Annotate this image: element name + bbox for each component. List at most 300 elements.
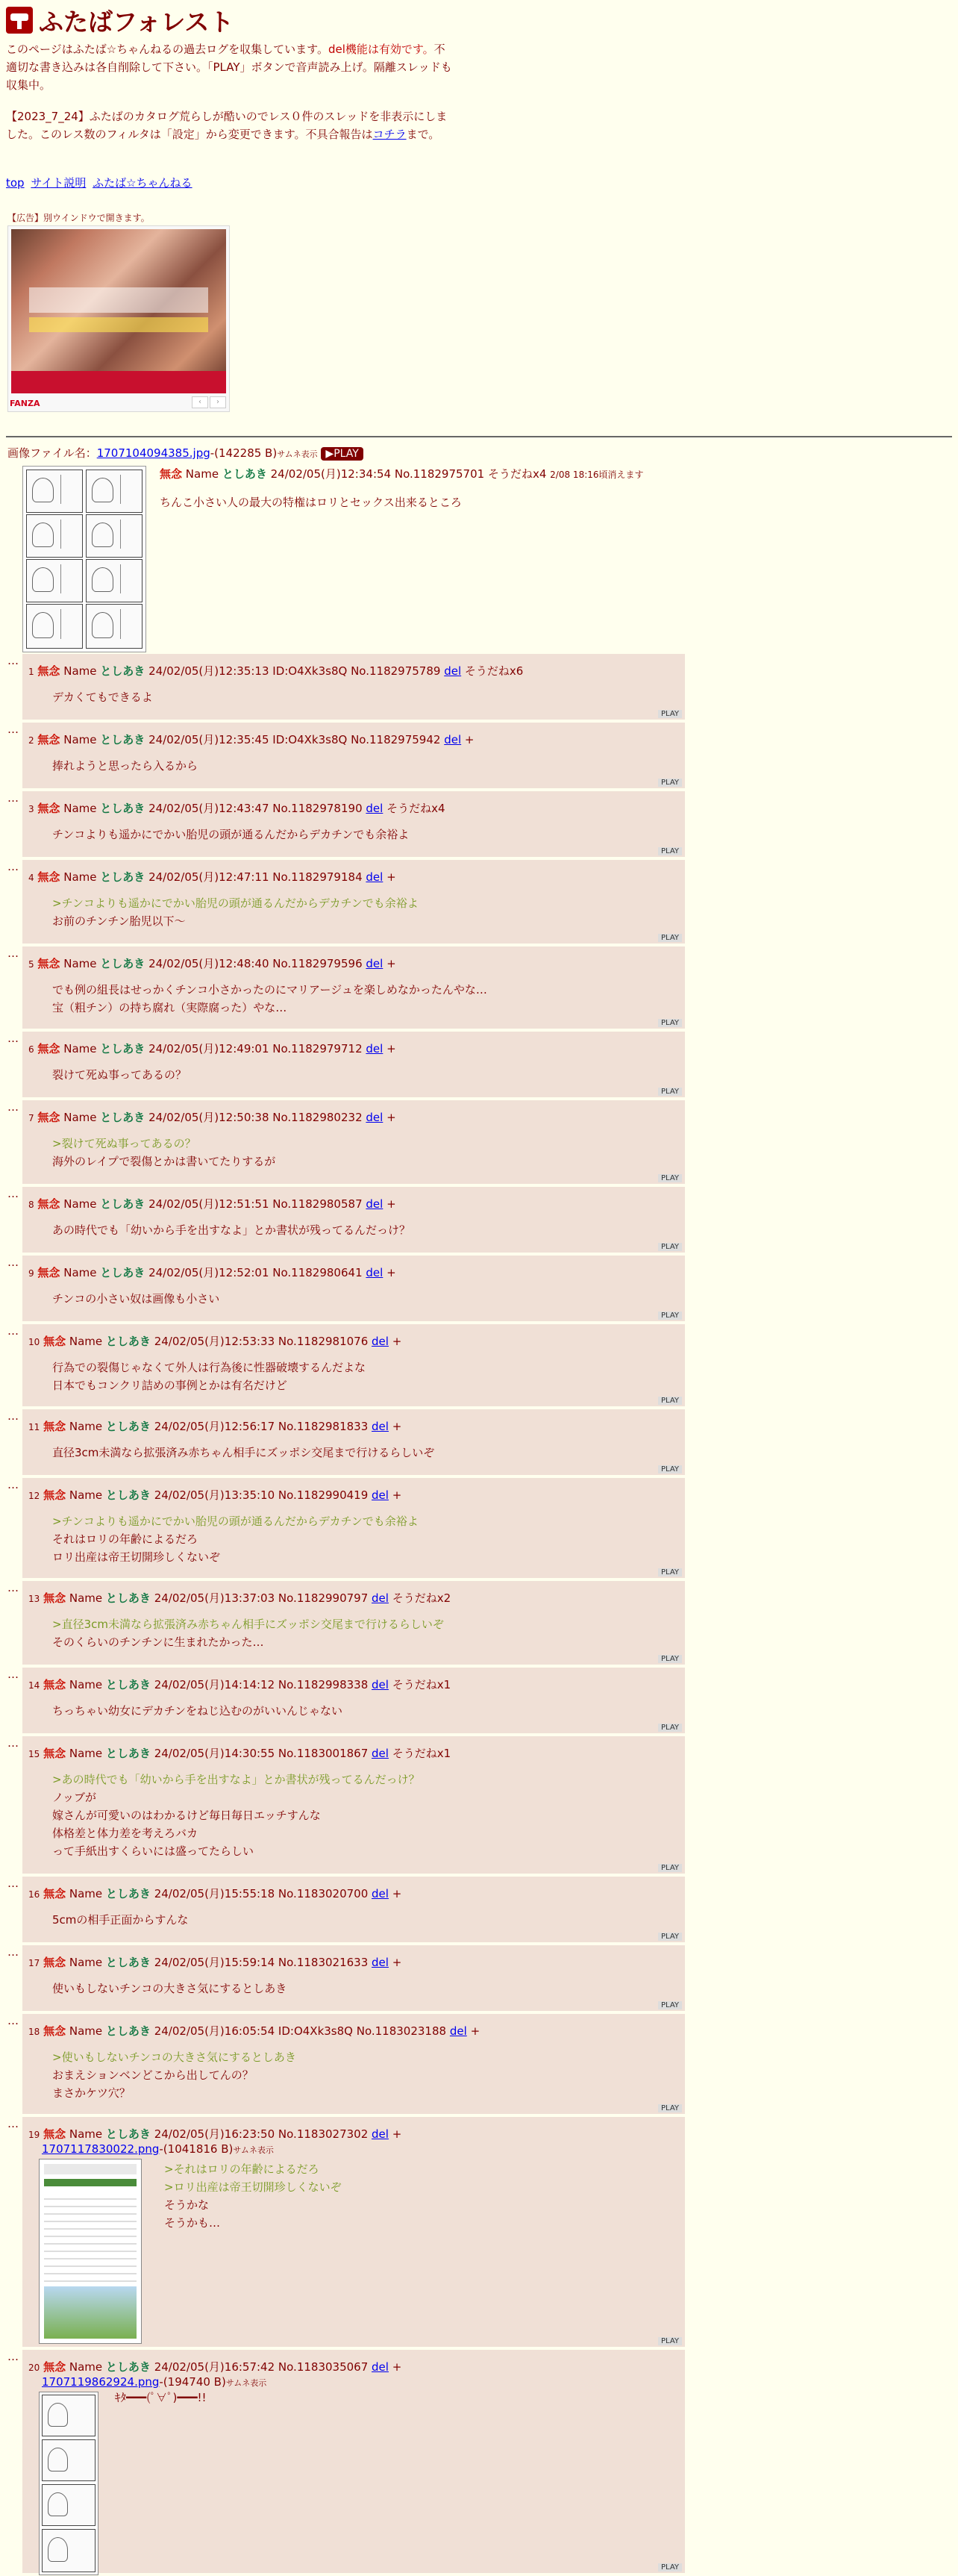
reply-post xyxy=(7,1100,685,1187)
reply-thumb-toggle[interactable]: サムネ表示 xyxy=(225,2378,267,2388)
reply-date: 24/02/05(月)12:43:47 No.1182978190 xyxy=(148,802,363,815)
body-line: 行為での裂傷じゃなくて外人は行為後に性器破壊するんだよな xyxy=(52,1361,366,1374)
reply-name: としあき xyxy=(100,870,145,884)
reply-dots: … xyxy=(7,723,19,736)
body-line: 海外のレイプで裂傷とかは書いてたりするが xyxy=(52,1155,276,1168)
reply-header xyxy=(28,800,445,816)
reply-name: としあき xyxy=(105,2127,151,2141)
reply-subject: 無念 xyxy=(37,870,60,884)
reply-dots: … xyxy=(7,1736,19,1750)
reply-number: 2 xyxy=(28,735,34,746)
reply-play-button[interactable]: PLAY xyxy=(658,1568,682,1577)
reply-name-label: Name xyxy=(63,870,97,884)
reply-file-link[interactable]: 1707119862924.png xyxy=(42,2375,160,2389)
reply-name-label: Name xyxy=(63,733,97,746)
reply-number: 1 xyxy=(28,667,34,677)
reply-name: としあき xyxy=(100,1042,145,1055)
reply-subject: 無念 xyxy=(43,2127,66,2141)
sodane-button[interactable]: + xyxy=(392,2127,402,2141)
reply-play-button[interactable]: PLAY xyxy=(658,2563,682,2572)
reply-number: 8 xyxy=(28,1200,34,1210)
del-link[interactable]: del xyxy=(372,2360,389,2374)
reply-name-label: Name xyxy=(63,1266,97,1279)
reply-name: としあき xyxy=(105,1956,151,1969)
reply-name: としあき xyxy=(105,2024,151,2038)
reply-body xyxy=(52,1221,410,1239)
reply-number: 11 xyxy=(28,1422,40,1432)
reply-date: 24/02/05(月)12:50:38 No.1182980232 xyxy=(148,1111,363,1124)
reply-date: 24/02/05(月)13:37:03 No.1182990797 xyxy=(154,1591,369,1605)
reply-name-label: Name xyxy=(69,1747,103,1760)
reply-subject: 無念 xyxy=(37,957,60,970)
reply-subject: 無念 xyxy=(43,2024,66,2038)
reply-dots: … xyxy=(7,1409,19,1423)
reply-box xyxy=(22,1032,685,1097)
sodane-button[interactable]: そうだねx1 xyxy=(392,1678,451,1691)
sodane-button[interactable]: + xyxy=(464,733,475,746)
reply-name-label: Name xyxy=(69,1678,103,1691)
reply-post xyxy=(7,723,685,791)
reply-body xyxy=(52,1444,434,1462)
reply-body xyxy=(52,1512,419,1566)
reply-date: 24/02/05(月)14:14:12 No.1182998338 xyxy=(154,1678,369,1691)
reply-name: としあき xyxy=(105,1335,151,1348)
reply-name-label: Name xyxy=(69,1335,103,1348)
reply-date: 24/02/05(月)12:35:13 ID:O4Xk3s8Q No.1182975789 xyxy=(148,664,441,678)
body-line: おまえションベンどこから出してんの？ xyxy=(52,2068,254,2082)
reply-subject: 無念 xyxy=(37,1266,60,1279)
reply-play-button[interactable]: PLAY xyxy=(658,1465,682,1473)
body-line: チンコよりも遥かにでかい胎児の頭が通るんだからデカチンでも余裕よ xyxy=(52,828,410,841)
reply-body xyxy=(52,1615,444,1651)
reply-date: 24/02/05(月)12:35:45 ID:O4Xk3s8Q No.1182975942 xyxy=(148,733,441,746)
reply-header xyxy=(28,1264,396,1280)
reply-dots: … xyxy=(7,1478,19,1491)
reply-header xyxy=(28,663,523,679)
reply-name-label: Name xyxy=(69,1420,103,1433)
reply-date: 24/02/05(月)12:56:17 No.1182981833 xyxy=(154,1420,369,1433)
quote-line: >ロリ出産は帝王切開珍しくないぞ xyxy=(164,2180,342,2194)
body-line: 体格差と体力差を考えろバカ xyxy=(52,1827,198,1840)
reply-dots: … xyxy=(7,2117,19,2130)
reply-name: としあき xyxy=(100,802,145,815)
reply-dots: … xyxy=(7,2350,19,2363)
reply-header xyxy=(28,1745,451,1761)
sodane-button[interactable]: + xyxy=(386,1266,396,1279)
reply-name: としあき xyxy=(100,664,145,678)
reply-thumb-toggle[interactable]: サムネ表示 xyxy=(233,2145,274,2155)
reply-subject: 無念 xyxy=(37,1111,60,1124)
reply-post xyxy=(7,1581,685,1668)
reply-subject: 無念 xyxy=(43,2360,66,2374)
del-link[interactable]: del xyxy=(366,1266,383,1279)
reply-number: 20 xyxy=(28,2363,40,2373)
reply-play-button[interactable]: PLAY xyxy=(658,847,682,855)
reply-subject: 無念 xyxy=(37,664,60,678)
reply-subject: 無念 xyxy=(37,802,60,815)
body-line: そうかも… xyxy=(164,2216,221,2230)
reply-body xyxy=(52,757,198,775)
reply-body xyxy=(52,1702,342,1720)
reply-number: 19 xyxy=(28,2130,40,2140)
reply-date: 24/02/05(月)12:49:01 No.1182979712 xyxy=(148,1042,363,1055)
reply-box xyxy=(22,723,685,788)
reply-date: 24/02/05(月)12:52:01 No.1182980641 xyxy=(148,1266,363,1279)
reply-name: としあき xyxy=(100,1266,145,1279)
body-line: 宝（粗チン）の持ち腐れ（実際腐った）やな… xyxy=(52,1001,287,1014)
reply-number: 15 xyxy=(28,1749,40,1759)
reply-box xyxy=(22,791,685,857)
reply-play-button[interactable]: PLAY xyxy=(658,1655,682,1663)
reply-box xyxy=(22,2014,685,2114)
divider xyxy=(6,436,952,437)
del-link[interactable]: del xyxy=(444,733,462,746)
reply-number: 17 xyxy=(28,1958,40,1968)
reply-name: としあき xyxy=(105,1420,151,1433)
reply-subject: 無念 xyxy=(43,1887,66,1900)
sodane-button[interactable]: そうだねx6 xyxy=(464,664,524,678)
body-line: 5cmの相手正面からすんな xyxy=(52,1913,189,1927)
reply-subject: 無念 xyxy=(43,1956,66,1969)
del-link[interactable]: del xyxy=(372,2127,389,2141)
body-line: それはロリの年齢によるだろ xyxy=(52,1532,198,1546)
body-line: チンコの小さい奴は画像も小さい xyxy=(52,1292,220,1306)
del-link[interactable]: del xyxy=(366,802,383,815)
sodane-button[interactable]: + xyxy=(392,1335,402,1348)
reply-box xyxy=(22,1668,685,1733)
reply-subject: 無念 xyxy=(37,1197,60,1211)
body-line: デカくてもできるよ xyxy=(52,690,153,704)
reply-number: 18 xyxy=(28,2027,40,2037)
reply-dots: … xyxy=(7,654,19,667)
del-link[interactable]: del xyxy=(366,957,383,970)
reply-date: 24/02/05(月)15:59:14 No.1183021633 xyxy=(154,1956,369,1969)
sodane-button[interactable]: そうだねx1 xyxy=(392,1747,451,1760)
reply-play-button[interactable]: PLAY xyxy=(658,1088,682,1096)
body-line: 裂けて死ぬ事ってあるの？ xyxy=(52,1068,187,1082)
reply-play-button[interactable]: PLAY xyxy=(658,1397,682,1405)
nav-top-link[interactable]: top xyxy=(6,176,25,190)
reply-header xyxy=(28,1196,396,1211)
reply-dots: … xyxy=(7,1032,19,1045)
body-line: 捧れようと思ったら入るから xyxy=(52,759,198,773)
del-link[interactable]: del xyxy=(372,1420,389,1433)
op-thumb-toggle[interactable]: サムネ表示 xyxy=(277,449,318,459)
del-link[interactable]: del xyxy=(372,1591,389,1605)
reply-box xyxy=(22,1877,685,1942)
reply-subject: 無念 xyxy=(43,1747,66,1760)
reply-dots: … xyxy=(7,1256,19,1269)
site-header xyxy=(6,3,498,37)
reply-body xyxy=(52,826,409,843)
reply-dots: … xyxy=(7,1877,19,1890)
reply-body xyxy=(52,1066,187,1084)
body-line: そうかな xyxy=(164,2198,210,2212)
reply-number: 5 xyxy=(28,959,34,970)
reply-body xyxy=(52,688,153,706)
reply-thumbnail[interactable] xyxy=(39,2159,142,2344)
op-play-button[interactable]: ▶PLAY xyxy=(321,447,363,461)
sodane-button[interactable]: + xyxy=(392,1420,402,1433)
quote-line: >直径3cm未満なら拡張済み赤ちゃん相手にズッポシ交尾まで行けるらしいぞ xyxy=(52,1618,444,1631)
reply-date: 24/02/05(月)12:51:51 No.1182980587 xyxy=(148,1197,363,1211)
reply-post xyxy=(7,791,685,860)
ad-prev-button[interactable]: ‹ xyxy=(192,396,208,408)
reply-dots: … xyxy=(7,1187,19,1200)
reply-body xyxy=(52,1771,420,1860)
reply-box xyxy=(22,2350,685,2573)
reply-number: 13 xyxy=(28,1594,40,1604)
reply-dots: … xyxy=(7,791,19,805)
reply-box xyxy=(22,946,685,1029)
reply-box xyxy=(22,860,685,944)
op-thumbnail[interactable] xyxy=(22,466,146,652)
reply-body xyxy=(52,1290,219,1308)
ad-image[interactable] xyxy=(11,229,226,393)
reply-name-label: Name xyxy=(69,1956,103,1969)
reply-header xyxy=(28,1886,401,1901)
op-sodane[interactable]: そうだねx4 xyxy=(487,467,547,481)
sodane-button[interactable]: + xyxy=(386,1042,396,1055)
reply-play-button[interactable]: PLAY xyxy=(658,1019,682,1027)
ad-banner[interactable] xyxy=(7,225,230,412)
body-line: って手紙出すくらいには盛ってたらしい xyxy=(52,1844,254,1858)
reply-name-label: Name xyxy=(63,1042,97,1055)
reply-subject: 無念 xyxy=(43,1420,66,1433)
reply-post xyxy=(7,1032,685,1100)
reply-dots: … xyxy=(7,1668,19,1681)
reply-post xyxy=(7,1409,685,1478)
reply-header xyxy=(28,1333,401,1349)
reply-number: 16 xyxy=(28,1889,40,1900)
reply-date: 24/02/05(月)13:35:10 No.1182990419 xyxy=(154,1488,369,1502)
sodane-button[interactable]: + xyxy=(392,2360,402,2374)
reply-header xyxy=(28,869,396,885)
reply-subject: 無念 xyxy=(43,1488,66,1502)
del-link[interactable]: del xyxy=(372,1488,389,1502)
site-title: ふたばフォレスト xyxy=(39,7,234,37)
bug-report-link[interactable]: コチラ xyxy=(372,128,407,141)
reply-box xyxy=(22,1100,685,1184)
sodane-button[interactable]: そうだねx4 xyxy=(386,802,445,815)
reply-body xyxy=(52,981,487,1017)
reply-post xyxy=(7,1478,685,1581)
sodane-button[interactable]: + xyxy=(386,1111,396,1124)
reply-post xyxy=(7,1256,685,1324)
reply-post xyxy=(7,1945,685,2014)
del-link[interactable]: del xyxy=(372,1678,389,1691)
reply-play-button[interactable]: PLAY xyxy=(658,1724,682,1732)
op-file-link[interactable]: 1707104094385.jpg xyxy=(96,446,210,460)
reply-play-button[interactable]: PLAY xyxy=(658,2001,682,2009)
nav-links xyxy=(6,175,195,190)
reply-number: 10 xyxy=(28,1337,40,1347)
del-link[interactable]: del xyxy=(372,1747,389,1760)
nav-futaba-link[interactable]: ふたば☆ちゃんねる xyxy=(93,176,192,190)
reply-name-label: Name xyxy=(69,2360,103,2374)
del-link[interactable]: del xyxy=(366,1042,383,1055)
sodane-button[interactable]: + xyxy=(386,957,396,970)
reply-name: としあき xyxy=(100,733,145,746)
reply-date: 24/02/05(月)16:23:50 No.1183027302 xyxy=(154,2127,369,2141)
reply-date: 24/02/05(月)12:48:40 No.1182979596 xyxy=(148,957,363,970)
sodane-button[interactable]: + xyxy=(470,2024,480,2038)
reply-name: としあき xyxy=(105,1678,151,1691)
reply-thumbnail[interactable] xyxy=(39,2392,98,2575)
del-link[interactable]: del xyxy=(372,1956,389,1969)
reply-post xyxy=(7,2117,685,2350)
body-line: ノッブが xyxy=(52,1791,96,1804)
reply-post xyxy=(7,946,685,1032)
reply-box xyxy=(22,1581,685,1665)
body-line: 使いもしないチンコの大きさ気にするとしあき xyxy=(52,1982,287,1995)
reply-name-label: Name xyxy=(69,2024,103,2038)
reply-post xyxy=(7,1324,685,1409)
reply-post xyxy=(7,1668,685,1736)
op-body: ちんこ小さい人の最大の特権はロリとセックス出来るところ xyxy=(160,496,462,509)
body-line: 日本でもコンクリ詰めの事例とかは有名だけど xyxy=(52,1379,287,1392)
reply-play-button[interactable]: PLAY xyxy=(658,2337,682,2345)
del-link[interactable]: del xyxy=(366,870,383,884)
site-notice: 【2023_7_24】ふたばのカタログ荒らしが酷いのでレス０件のスレッドを非表示にしました。このレス数のフィルタは「設定」から変更できます。不具合報告はコチラまで。 xyxy=(6,110,448,141)
body-line: ちっちゃい幼女にデカチンをねじ込むのがいいんじゃない xyxy=(52,1704,342,1718)
sodane-button[interactable]: + xyxy=(392,1887,402,1900)
reply-box xyxy=(22,654,685,720)
body-line: 直径3cm未満なら拡張済み赤ちゃん相手にズッポシ交尾まで行けるらしいぞ xyxy=(52,1446,435,1459)
reply-body xyxy=(52,1911,188,1929)
reply-dots: … xyxy=(7,2014,19,2027)
nav-guide-link[interactable]: サイト説明 xyxy=(31,176,87,190)
reply-body xyxy=(52,1135,275,1170)
reply-name: としあき xyxy=(105,1591,151,1605)
reply-dots: … xyxy=(7,1324,19,1338)
reply-post xyxy=(7,654,685,723)
ad-brand-logo: FANZA xyxy=(10,399,40,408)
ad-note: 【広告】別ウインドウで開きます。 xyxy=(7,213,150,223)
reply-box xyxy=(22,1945,685,2011)
reply-number: 14 xyxy=(28,1680,40,1691)
reply-number: 9 xyxy=(28,1268,34,1279)
quote-line: >チンコよりも遥かにでかい胎児の頭が通るんだからデカチンでも余裕よ xyxy=(52,1515,419,1528)
reply-file-line: 1707119862924.png-(194740 B)サムネ表示 xyxy=(42,2375,267,2389)
reply-body xyxy=(52,1980,287,1998)
reply-box xyxy=(22,1256,685,1321)
reply-subject: 無念 xyxy=(43,1335,66,1348)
reply-play-button[interactable]: PLAY xyxy=(658,710,682,718)
reply-body xyxy=(52,2048,296,2102)
reply-subject: 無念 xyxy=(43,1678,66,1691)
reply-name-label: Name xyxy=(63,802,97,815)
reply-post xyxy=(7,860,685,946)
reply-header xyxy=(28,955,396,971)
body-line: ロリ出産は帝王切開珍しくないぞ xyxy=(52,1550,221,1564)
reply-date: 24/02/05(月)14:30:55 No.1183001867 xyxy=(154,1747,369,1760)
reply-name-label: Name xyxy=(63,1197,97,1211)
reply-header xyxy=(28,2023,480,2039)
del-link[interactable]: del xyxy=(449,2024,467,2038)
del-link[interactable]: del xyxy=(372,1335,389,1348)
reply-name-label: Name xyxy=(63,957,97,970)
quote-line: >それはロリの年齢によるだろ xyxy=(164,2162,319,2176)
reply-box xyxy=(22,1409,685,1475)
reply-number: 6 xyxy=(28,1044,34,1055)
body-line: 嫁さんが可愛いのはわかるけど毎日毎日エッチすんな xyxy=(52,1809,321,1822)
del-link[interactable]: del xyxy=(366,1197,383,1211)
reply-dots: … xyxy=(7,1100,19,1114)
reply-name-label: Name xyxy=(69,1488,103,1502)
del-link[interactable]: del xyxy=(372,1887,389,1900)
reply-subject: 無念 xyxy=(43,1591,66,1605)
reply-name-label: Name xyxy=(69,1591,103,1605)
body-line: でも例の組長はせっかくチンコ小さかったのにマリアージュを楽しめなかったんやな… xyxy=(52,983,487,997)
site-description: このページはふたば☆ちゃんねるの過去ログを収集しています。del機能は有効です。不適切な書き込みは各自削除して下さい。「PLAY」ボタンで音声読み上げ。隔離スレッドも収集中。 xyxy=(6,43,452,92)
op-file-line: 画像ファイル名：1707104094385.jpg-(142285 B)サムネ表示 ▶PLAY xyxy=(7,445,363,461)
reply-header xyxy=(28,1954,401,1970)
reply-body xyxy=(52,894,419,930)
reply-subject: 無念 xyxy=(37,733,60,746)
sodane-button[interactable]: + xyxy=(392,1488,402,1502)
reply-play-button[interactable]: PLAY xyxy=(658,1312,682,1320)
body-line: そのくらいのチンチンに生まれたかった… xyxy=(52,1635,264,1649)
reply-name: としあき xyxy=(100,1111,145,1124)
reply-name-label: Name xyxy=(69,2127,103,2141)
reply-body xyxy=(115,2389,207,2407)
reply-dots: … xyxy=(7,860,19,873)
reply-header xyxy=(28,1418,401,1434)
reply-play-button[interactable]: PLAY xyxy=(658,1243,682,1251)
reply-name: としあき xyxy=(105,1887,151,1900)
reply-date: 24/02/05(月)15:55:18 No.1183020700 xyxy=(154,1887,369,1900)
reply-date: 24/02/05(月)12:47:11 No.1182979184 xyxy=(148,870,363,884)
reply-post xyxy=(7,1187,685,1256)
body-line: ｷﾀ━━━(ﾟ∀ﾟ)━━━!! xyxy=(115,2391,207,2404)
reply-play-button[interactable]: PLAY xyxy=(658,779,682,787)
reply-header xyxy=(28,1109,396,1125)
reply-post xyxy=(7,1877,685,1945)
reply-header xyxy=(28,732,475,747)
reply-body xyxy=(164,2160,342,2232)
quote-line: >あの時代でも「幼いから手を出すなよ」とか書状が残ってるんだっけ？ xyxy=(52,1773,420,1786)
reply-name: としあき xyxy=(100,1197,145,1211)
sodane-button[interactable]: + xyxy=(386,1197,396,1211)
body-line: お前のチンチン胎児以下〜 xyxy=(52,914,186,928)
reply-play-button[interactable]: PLAY xyxy=(658,1174,682,1182)
reply-name-label: Name xyxy=(63,1111,97,1124)
reply-header xyxy=(28,2359,401,2374)
body-line: あの時代でも「幼いから手を出すなよ」とか書状が残ってるんだっけ？ xyxy=(52,1223,411,1237)
reply-play-button[interactable]: PLAY xyxy=(658,1933,682,1941)
reply-date: 24/02/05(月)16:05:54 ID:O4Xk3s8Q No.1183023188 xyxy=(154,2024,447,2038)
del-link[interactable]: del xyxy=(444,664,462,678)
del-link[interactable]: del xyxy=(366,1111,383,1124)
reply-name-label: Name xyxy=(69,1887,103,1900)
ad-next-button[interactable]: › xyxy=(210,396,226,408)
reply-box xyxy=(22,1187,685,1253)
reply-header xyxy=(28,1487,401,1503)
reply-name: としあき xyxy=(100,957,145,970)
sodane-button[interactable]: そうだねx2 xyxy=(392,1591,451,1605)
reply-name: としあき xyxy=(105,1747,151,1760)
reply-header xyxy=(28,1590,451,1606)
sodane-button[interactable]: + xyxy=(392,1956,402,1969)
reply-play-button[interactable]: PLAY xyxy=(658,1864,682,1872)
reply-play-button[interactable]: PLAY xyxy=(658,934,682,942)
reply-date: 24/02/05(月)12:53:33 No.1182981076 xyxy=(154,1335,369,1348)
reply-play-button[interactable]: PLAY xyxy=(658,2104,682,2112)
quote-line: >チンコよりも遥かにでかい胎児の頭が通るんだからデカチンでも余裕よ xyxy=(52,896,419,910)
sodane-button[interactable]: + xyxy=(386,870,396,884)
reply-file-link[interactable]: 1707117830022.png xyxy=(42,2142,160,2156)
